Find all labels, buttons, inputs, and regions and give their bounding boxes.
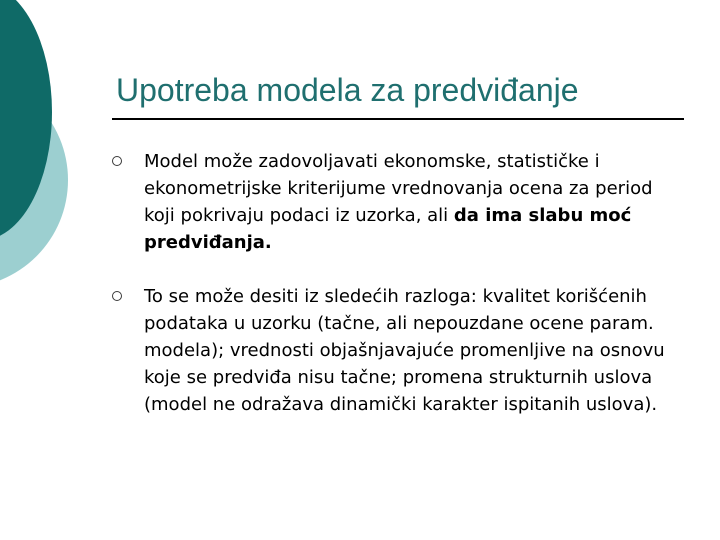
bullet-emphasis: da ima slabu moć predviđanja. (144, 205, 632, 253)
bullet-list (110, 148, 670, 418)
decorative-circles (0, 0, 110, 300)
circle-bullet-icon (112, 291, 122, 301)
bullet-item (110, 148, 670, 256)
title-underline (112, 118, 684, 120)
bullet-item (110, 283, 670, 418)
circle-bullet-icon (112, 156, 122, 166)
bullet-text: To se može desiti iz sledećih razloga: kvalitet korišćenih podataka u uzorku (tačne, ali nepouzdane ocene param. modela); vrednosti objašnjavajuće promenljive na osnovu koje se predviđa nisu tačne; promena strukturnih uslova (model ne odražava dinamički karakter ispitanih uslova). (144, 286, 665, 415)
bullet-text: Model može zadovoljavati ekonomske, statističke i ekonometrijske kriterijume vrednovanja ocena za period koji pokrivaju podaci iz uzorka, ali (144, 151, 653, 226)
slide-title: Upotreba modela za predviđanje (116, 72, 579, 108)
